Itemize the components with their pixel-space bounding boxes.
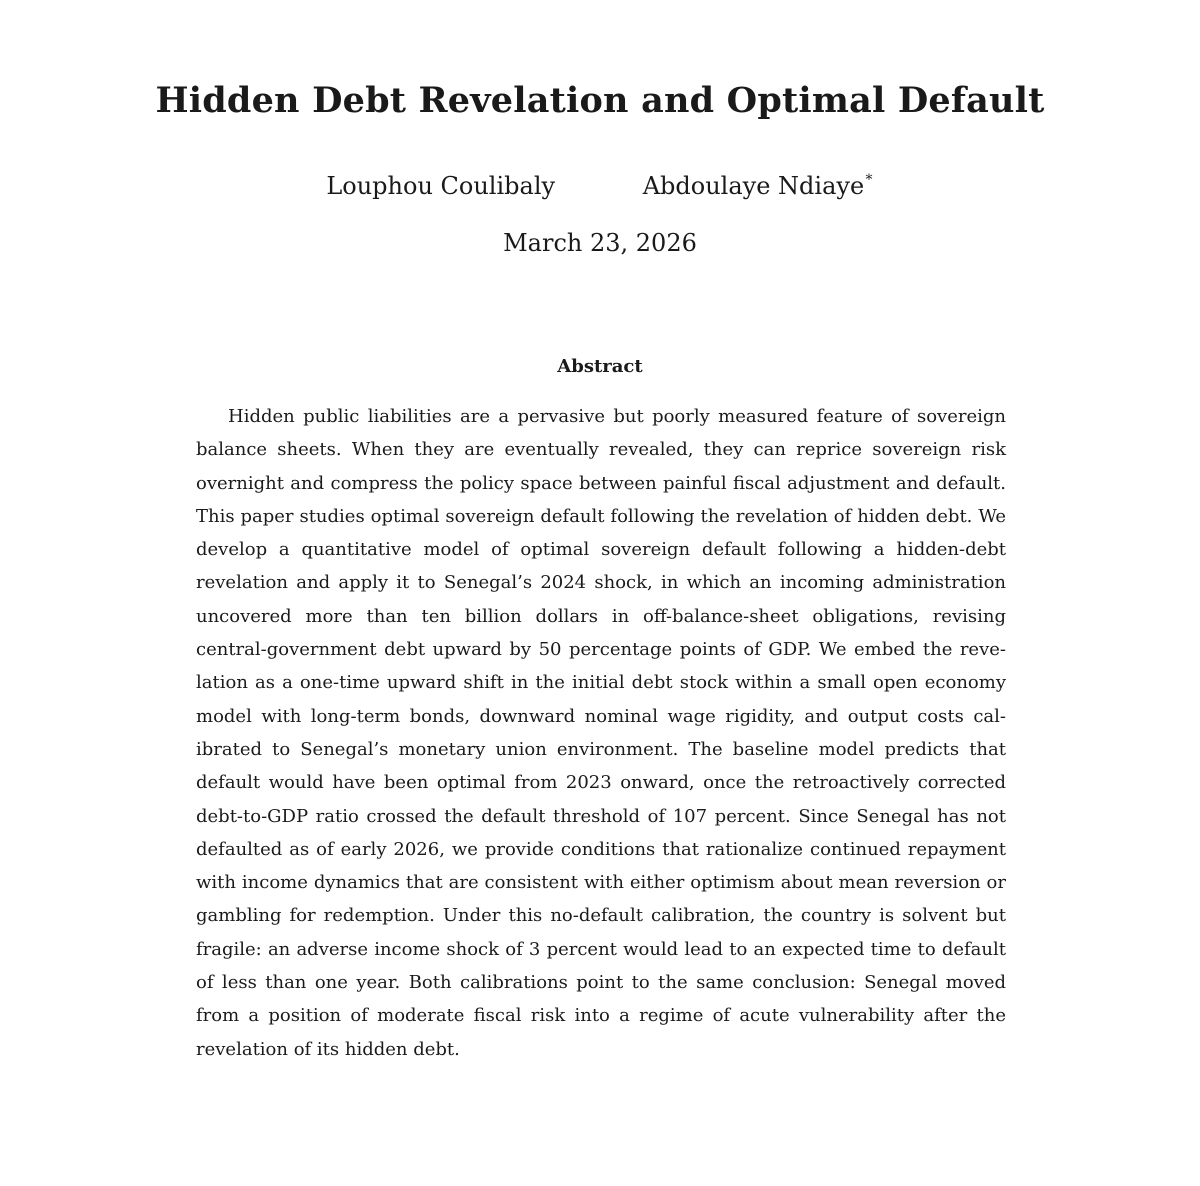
abstract-body: Hidden public liabilities are a pervasive but poorly measured feature of sovereign balance sheets. When they are eventually revealed, they can reprice sovereign risk overnight and compress the policy space between painful fiscal adjustment and default. This paper studies optimal sovereign default following the revelation of hidden debt. We develop a quantitative model of optimal sovereign default following a hidden-debt revelation and apply it to Senegal’s 2024 shock, in which an incoming administration uncovered more than ten billion dollars in off-balance-sheet obligations, revising central-government debt upward by 50 percentage points of GDP. We embed the revelation as a one-time upward shift in the initial debt stock within a small open economy model with long-term bonds, downward nominal wage rigidity, and output costs calibrated to Senegal’s monetary union environment. The baseline model predicts that default would have been optimal from 2023 onward, once the retroactively corrected debt-to-GDP ratio crossed the default threshold of 107 percent. Since Senegal has not defaulted as of early 2026, we provide conditions that rationalize continued repayment with income dynamics that are consistent with either optimism about mean reversion or gambling for redemption. Under this no-default calibration, the country is solvent but fragile: an adverse income shock of 3 percent would lead to an expected time to default of less than one year. Both calibrations point to the same conclusion: Senegal moved from a position of moderate fiscal risk into a regime of acute vulnerability after the revelation of its hidden debt. (196, 406, 1006, 1060)
paper-date: March 23, 2026 (503, 229, 697, 257)
author-1-name: Louphou Coulibaly (326, 172, 556, 200)
author-list (0, 169, 1200, 200)
abstract-heading: Abstract (557, 356, 643, 377)
author-2-name: Abdoulaye Ndiaye (642, 172, 865, 200)
paper-title: Hidden Debt Revelation and Optimal Default (155, 80, 1045, 121)
footnote-mark: ∗ (864, 169, 874, 185)
author-1 (326, 172, 555, 200)
author-2 (642, 169, 874, 200)
